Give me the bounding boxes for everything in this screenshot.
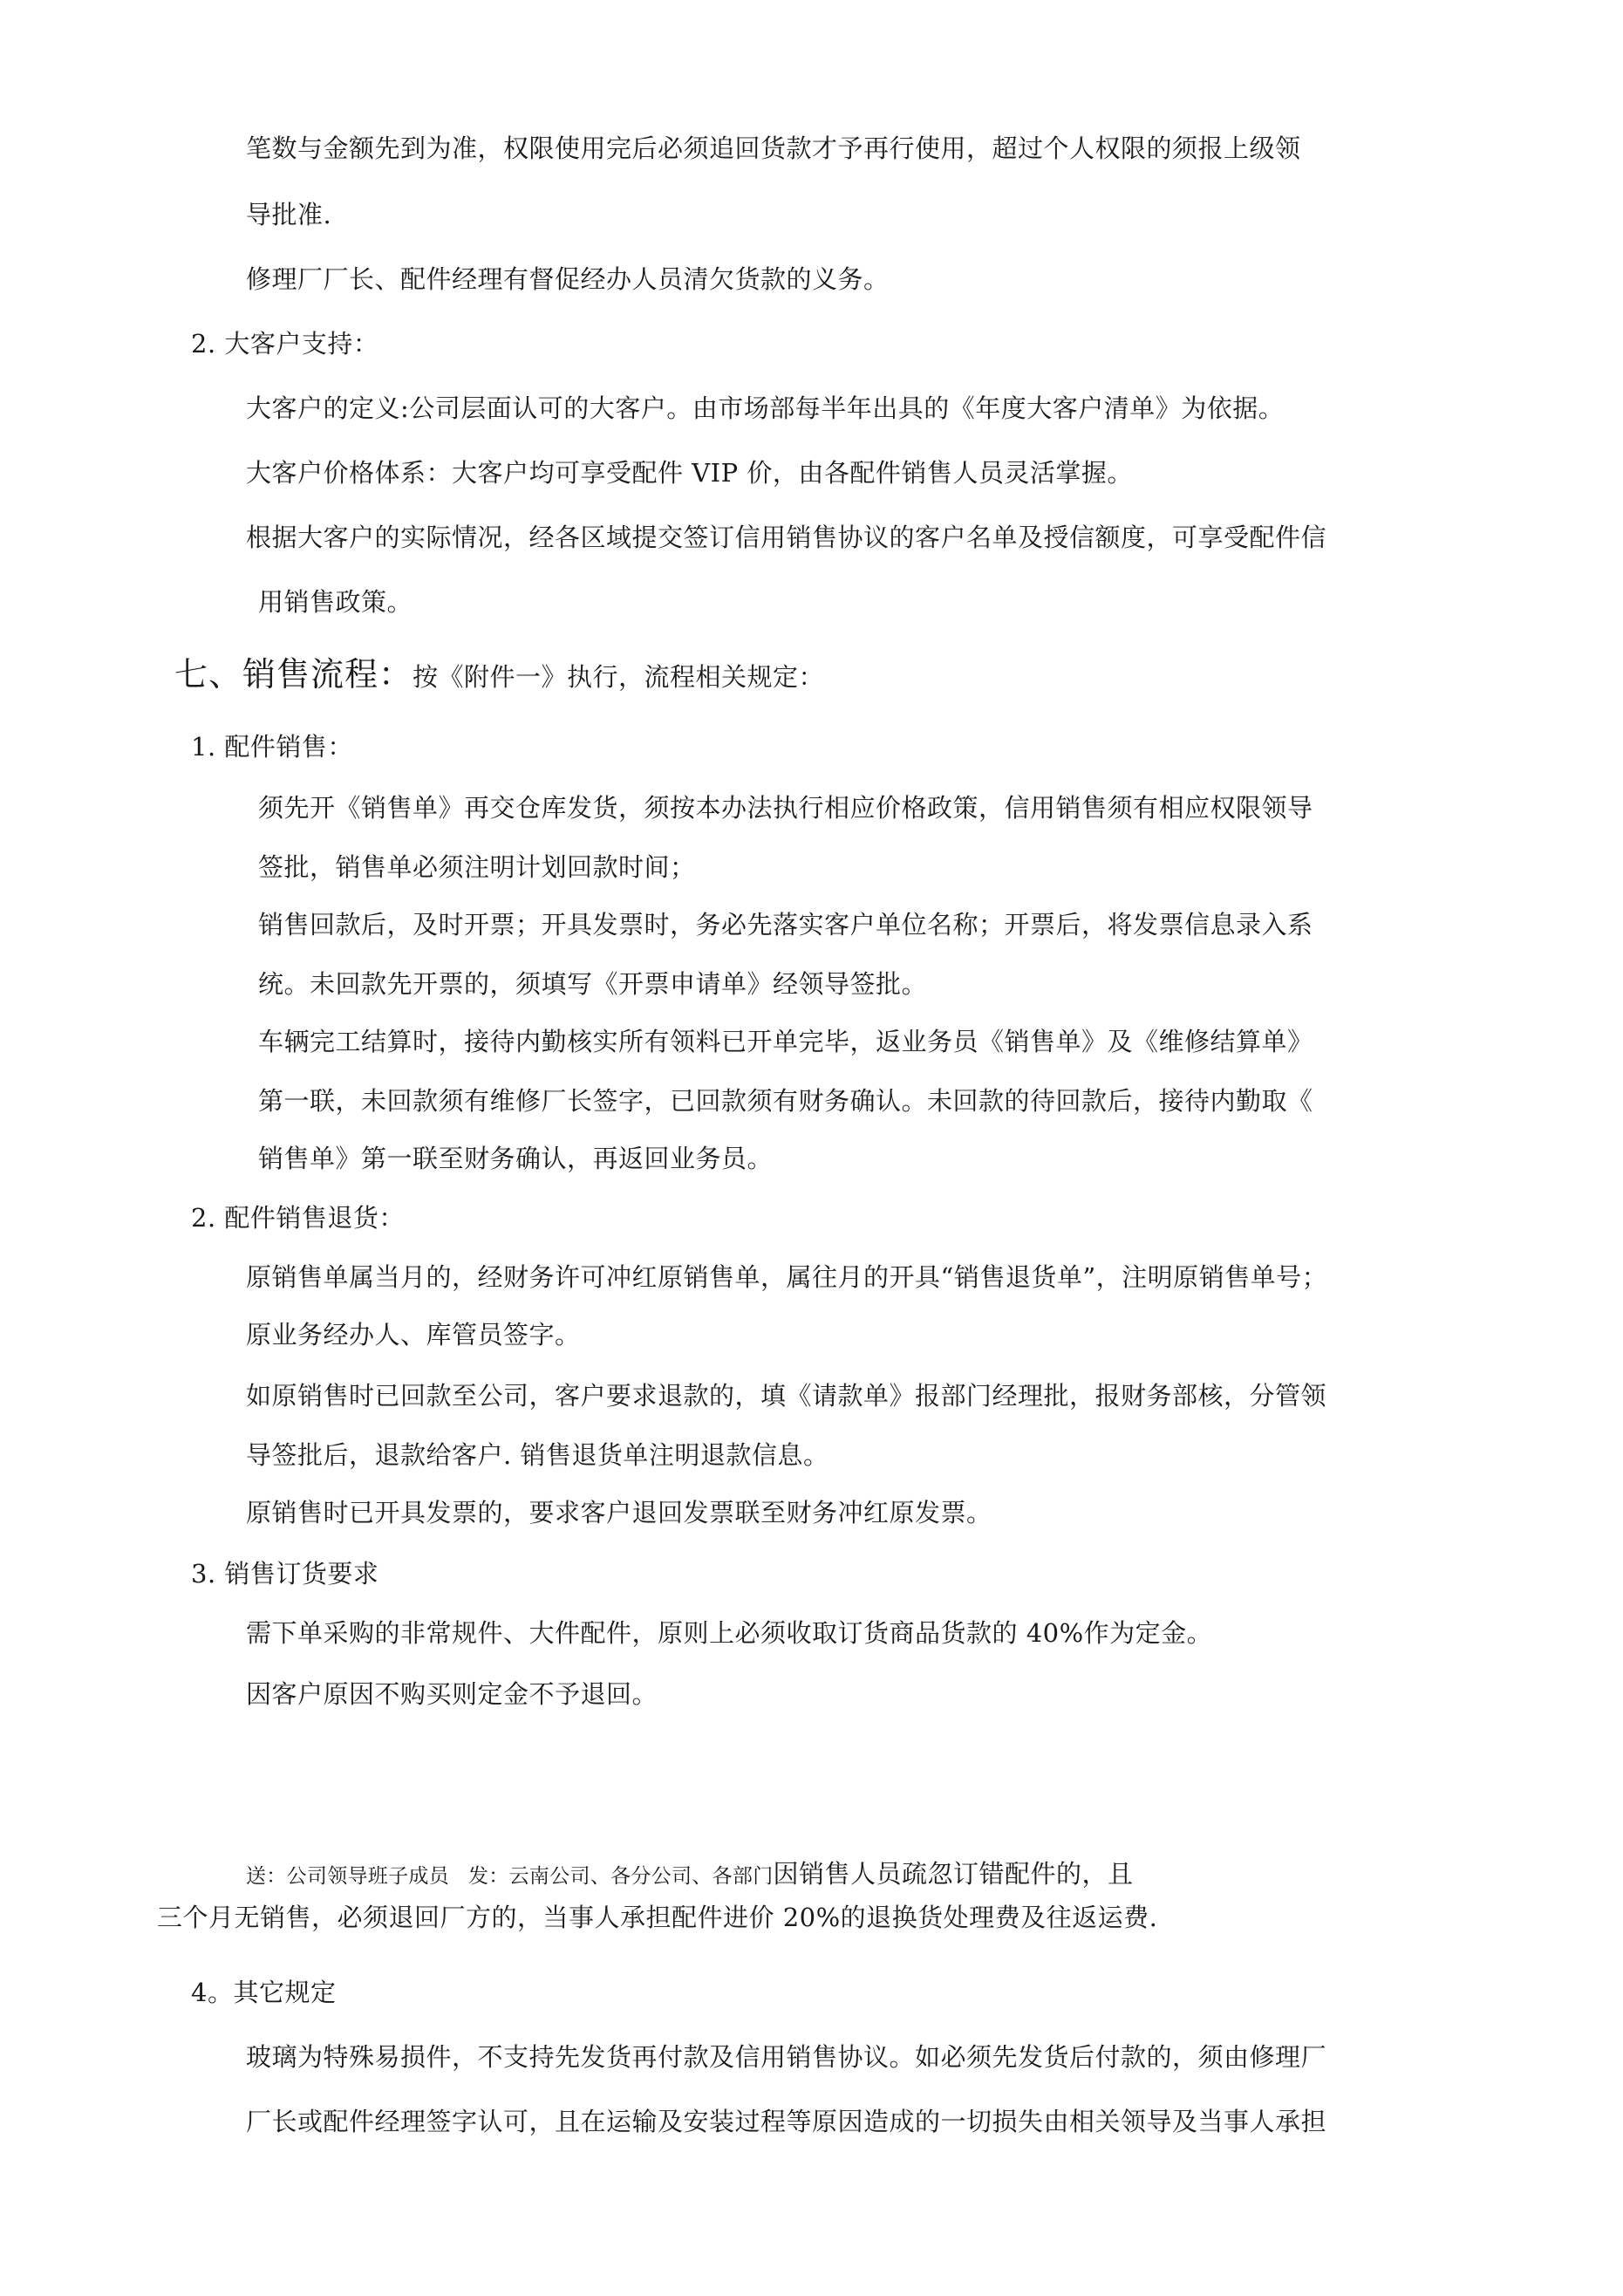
- paragraph-line: 厂长或配件经理签字认可，且在运输及安装过程等原因造成的一切损失由相关领导及当事人承担: [246, 2107, 1327, 2136]
- paragraph-line: 第一联，未回款须有维修厂长签字，已回款须有财务确认。未回款的待回款后，接待内勤取《: [258, 1086, 1313, 1116]
- list-item-title: 4。其它规定: [191, 1978, 337, 2007]
- section-heading-title: 七、销售流程：: [174, 655, 413, 694]
- paragraph-line: 导签批后，退款给客户. 销售退货单注明退款信息。: [246, 1440, 829, 1470]
- paragraph-line: 因客户原因不购买则定金不予退回。: [246, 1679, 658, 1709]
- paragraph-line: 用销售政策。: [258, 587, 413, 617]
- paragraph-line: 原销售单属当月的，经财务许可冲红原销售单，属往月的开具“销售退货单”，注明原销售单号；: [246, 1262, 1328, 1292]
- list-item-title: 2. 大客户支持：: [191, 329, 379, 359]
- paragraph-line: 如原销售时已回款至公司，客户要求退款的，填《请款单》报部门经理批，报财务部核，分管领: [246, 1381, 1327, 1411]
- paragraph-line: 根据大客户的实际情况，经各区域提交签订信用销售协议的客户名单及授信额度，可享受配件信: [246, 523, 1327, 552]
- paragraph-line: 车辆完工结算时，接待内勤核实所有领料已开单完毕，返业务员《销售单》及《维修结算单》: [258, 1027, 1313, 1056]
- paragraph-line: 大客户价格体系：大客户均可享受配件 VIP 价，由各配件销售人员灵活掌握。: [246, 458, 1133, 488]
- paragraph-line: 笔数与金额先到为准，权限使用完后必须追回货款才予再行使用，超过个人权限的须报上级领: [246, 133, 1301, 163]
- list-item-title: 1. 配件销售：: [191, 732, 353, 762]
- paragraph-line: 玻璃为特殊易损件，不支持先发货再付款及信用销售协议。如必须先发货后付款的，须由修理厂: [246, 2042, 1327, 2072]
- paragraph-line: 导批准.: [246, 200, 332, 229]
- paragraph-line: 因销售人员疏忽订错配件的，且: [773, 1859, 1134, 1889]
- paragraph-line: 销售回款后，及时开票；开具发票时，务必先落实客户单位名称；开票后，将发票信息录入系: [258, 910, 1313, 940]
- paragraph-line: 原销售时已开具发票的，要求客户退回发票联至财务冲红原发票。: [246, 1498, 992, 1527]
- list-item-title: 3. 销售订货要求: [191, 1559, 379, 1589]
- issue-to-label: 发：云南公司、各分公司、各部门: [468, 1865, 774, 1888]
- distribution-note: [246, 1856, 1134, 1896]
- paragraph-line: 销售单》第一联至财务确认，再返回业务员。: [258, 1144, 774, 1173]
- paragraph-line: 签批，销售单必须注明计划回款时间；: [258, 852, 696, 882]
- section-heading-tail: 按《附件一》执行，流程相关规定：: [413, 662, 825, 692]
- paragraph-line: 修理厂厂长、配件经理有督促经办人员清欠货款的义务。: [246, 264, 890, 294]
- paragraph-line: 原业务经办人、库管员签字。: [246, 1320, 581, 1350]
- send-to-label: 送：公司领导班子成员: [246, 1865, 449, 1888]
- list-item-title: 2. 配件销售退货：: [191, 1203, 405, 1233]
- paragraph-line: 需下单采购的非常规件、大件配件，原则上必须收取订货商品货款的 40%作为定金。: [246, 1618, 1213, 1648]
- paragraph-line: 三个月无销售，必须退回厂方的，当事人承担配件进价 20%的退换货处理费及往返运费.: [157, 1903, 1158, 1932]
- paragraph-line: 大客户的定义:公司层面认可的大客户。由市场部每半年出具的《年度大客户清单》为依据。: [246, 393, 1285, 423]
- paragraph-line: 须先开《销售单》再交仓库发货，须按本办法执行相应价格政策，信用销售须有相应权限领导: [258, 793, 1313, 823]
- paragraph-line: 统。未回款先开票的，须填写《开票申请单》经领导签批。: [258, 969, 928, 999]
- section-heading: [174, 653, 824, 703]
